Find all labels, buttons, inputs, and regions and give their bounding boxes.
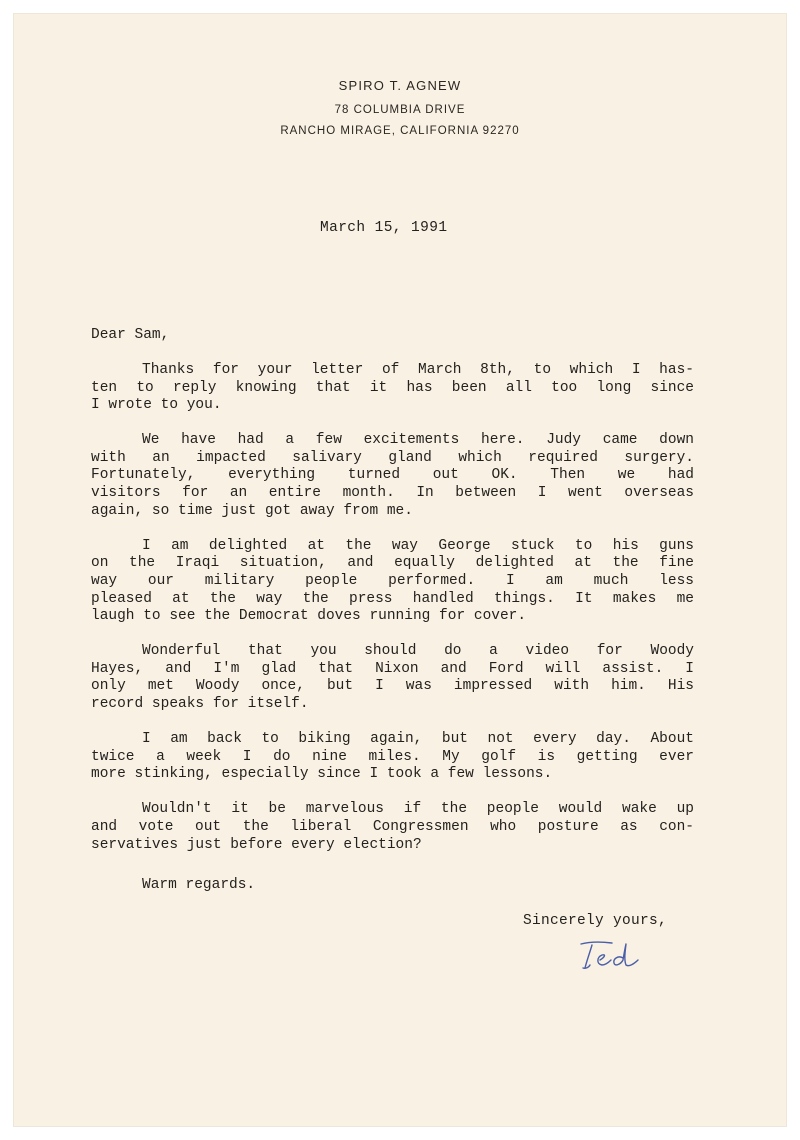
closing-sincerely: Sincerely yours, xyxy=(523,913,668,929)
paragraph-line: twice a week I do nine miles. My golf is getting ever xyxy=(91,748,694,765)
signature xyxy=(578,938,644,974)
paragraph-line: on the Iraqi situation, and equally delighted at the fine xyxy=(91,555,694,572)
paragraph-line: laugh to see the Democrat doves running for cover. xyxy=(91,608,527,625)
paragraph xyxy=(91,432,694,520)
paragraph-line: record speaks for itself. xyxy=(91,696,309,712)
paragraph xyxy=(91,731,694,784)
paragraph-line: pleased at the way the press handled things. It makes me xyxy=(91,590,694,607)
paragraph-line: ten to reply knowing that it has been all too long since xyxy=(91,379,694,396)
paragraph-line: more stinking, especially since I took a few lessons. xyxy=(91,766,553,783)
letterhead-street: 78 COLUMBIA DRIVE xyxy=(334,104,466,116)
letter-date: March 15, 1991 xyxy=(320,220,448,236)
letterhead-name: SPIRO T. AGNEW xyxy=(338,78,462,93)
paragraph-line: Wouldn't it be marvelous if the people would wake up xyxy=(142,801,694,818)
paragraph-line: I am back to biking again, but not every day. About xyxy=(142,731,694,748)
letterhead-city: RANCHO MIRAGE, CALIFORNIA 92270 xyxy=(280,125,520,137)
paragraph xyxy=(91,801,694,854)
paragraph xyxy=(91,538,694,626)
paragraph-line: servatives just before every election? xyxy=(91,836,422,853)
paragraph-line: Wonderful that you should do a video for Woody xyxy=(142,643,694,660)
paragraph-line: Fortunately, everything turned out OK. Then we had xyxy=(91,467,694,484)
paragraph-line: with an impacted salivary gland which required surgery. xyxy=(91,449,694,466)
paragraph xyxy=(91,643,694,713)
paragraph-line: again, so time just got away from me. xyxy=(91,502,413,519)
paragraph-line: We have had a few excitements here. Judy came down xyxy=(142,432,694,449)
paragraph-line: I am delighted at the way George stuck to his guns xyxy=(142,537,694,554)
paragraph-line: only met Woody once, but I was impressed with him. His xyxy=(91,678,694,695)
paragraph-line: and vote out the liberal Congressmen who posture as con- xyxy=(91,818,694,835)
letter-body xyxy=(91,362,694,872)
paragraph-line: way our military people performed. I am much less xyxy=(91,572,694,589)
salutation: Dear Sam, xyxy=(91,327,170,343)
paragraph-line: visitors for an entire month. In between I went overseas xyxy=(91,485,694,502)
paragraph-line: Hayes, and I'm glad that Nixon and Ford will assist. I xyxy=(91,660,694,677)
paragraph-line: Thanks for your letter of March 8th, to which I has- xyxy=(142,362,694,378)
paragraph-line: I wrote to you. xyxy=(91,397,222,414)
closing-regards: Warm regards. xyxy=(142,877,256,893)
paragraph xyxy=(91,362,694,415)
